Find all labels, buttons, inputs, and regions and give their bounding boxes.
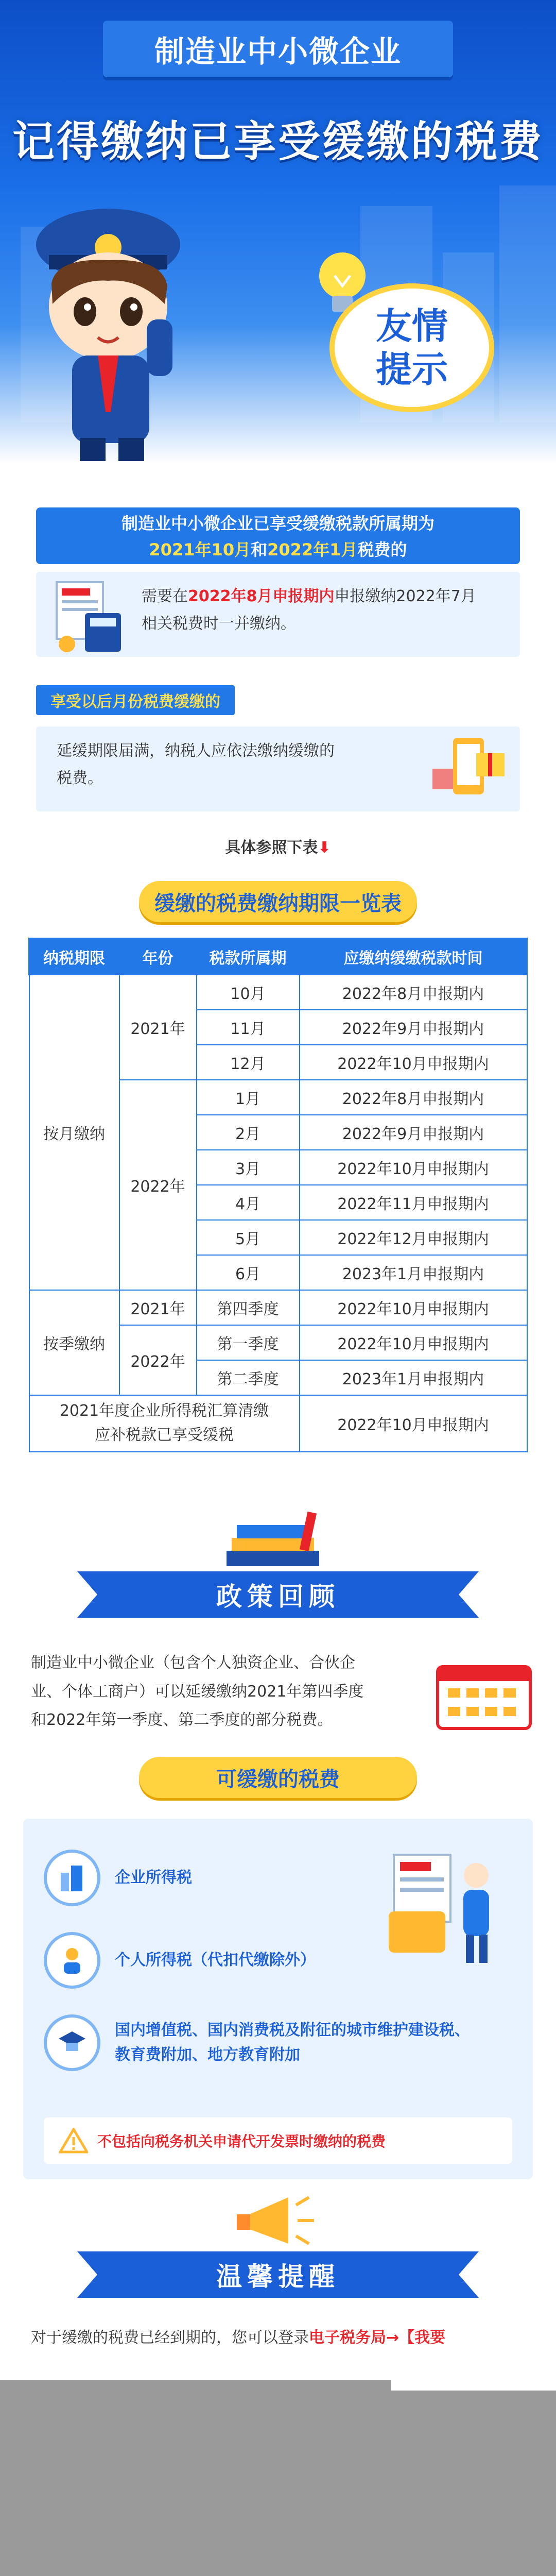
warning-icon [59,2128,88,2154]
vat-line-1: 国内增值税、国内消费税及附征的城市维护建设税、 [115,2021,470,2039]
intro-line-1: 制造业中小微企业已享受缓缴税款所属期为 [121,514,435,533]
annual-line-1: 2021年度企业所得税汇算清缴 [59,1402,269,1420]
table-title: 缓缴的税费缴纳期限一览表 [139,881,417,922]
tax-label-corporate: 企业所得税 [115,1869,192,1887]
card1-post: 申报缴纳2022年7月 [334,587,476,605]
quarterly-label: 按季缴纳 [29,1290,119,1395]
period-cell: 4月 [197,1185,300,1220]
table-row [29,975,527,1010]
time-cell: 2022年9月申报期内 [300,1115,527,1150]
tax-item-personal [44,1932,316,1989]
friendly-tip-bubble [335,289,489,407]
deferrable-panel [23,1819,533,2179]
gray-overlay [0,2391,556,2576]
card1-text [142,583,512,637]
tax-label-personal: 个人所得税（代扣代缴除外） [115,1951,316,1969]
table-row [29,1395,527,1452]
year-2022: 2022年 [119,1080,197,1290]
table-header-row [29,939,527,975]
card1-pre: 需要在 [142,587,188,605]
time-cell: 2022年9月申报期内 [300,1010,527,1045]
policy-line-3: 和2022年第一季度、第二季度的部分税费。 [31,1711,333,1729]
monthly-label: 按月缴纳 [29,975,119,1290]
policy-line-1: 制造业中小微企业（包含个人独资企业、合伙企 [31,1654,355,1672]
time-cell: 2023年1月申报期内 [300,1255,527,1290]
time-cell: 2023年1月申报期内 [300,1360,527,1395]
intro-line-2 [36,537,520,563]
vat-line-2: 教育费附加、地方教育附加 [115,2046,300,2064]
period-cell: 6月 [197,1255,300,1290]
card1-line-2: 相关税费时一并缴纳。 [142,614,296,633]
time-cell: 2022年10月申报期内 [300,1395,527,1452]
year-2021: 2021年 [119,975,197,1080]
period-cell: 10月 [197,975,300,1010]
year-2021: 2021年 [119,1290,197,1325]
see-table-note [0,835,556,857]
megaphone-icon [232,2190,324,2251]
time-cell: 2022年10月申报期内 [300,1325,527,1360]
table-header: 纳税期限 [29,939,119,975]
period-cell: 11月 [197,1010,300,1045]
period-a: 2021年10月 [149,540,251,560]
warning-text: 不包括向税务机关申请代开发票时缴纳的税费 [97,2133,386,2150]
deferrable-title: 可缓缴的税费 [139,1757,417,1798]
deferral-table [28,938,528,1452]
arrow-down-icon: ⬇ [318,839,331,857]
intro-and: 和 [251,540,268,560]
table-header: 应缴纳缓缴税款时间 [300,939,527,975]
time-cell: 2022年12月申报期内 [300,1220,527,1255]
time-cell: 2022年10月申报期内 [300,1045,527,1080]
period-cell: 12月 [197,1045,300,1080]
tax-label-vat [115,2018,470,2067]
period-cell: 1月 [197,1080,300,1115]
period-b: 2022年1月 [267,540,358,560]
reminder-title: 温馨提醒 [216,2262,340,2292]
policy-review-title: 政策回顾 [216,1582,340,1612]
policy-line-2: 业、个体工商户）可以延缓缴纳2021年第四季度 [31,1682,364,1701]
tax-document-person-icon [384,1844,507,1973]
tax-calculator-icon [44,577,131,654]
period-cell: 5月 [197,1220,300,1255]
intro-badge [36,507,520,564]
hero-title: 记得缴纳已享受缓缴的税费 [12,117,544,166]
tip-line-1: 友情 [376,305,448,347]
period-cell: 2月 [197,1115,300,1150]
tip-line-2: 提示 [376,348,448,391]
calendar-icon [432,1656,535,1734]
tax-officer-mascot-icon [21,196,206,464]
table-header: 年份 [119,939,197,975]
building-icon [44,1850,100,1906]
card1-line-1 [142,583,512,611]
time-cell: 2022年8月申报期内 [300,1080,527,1115]
intro-tail: 税费的 [357,540,407,560]
time-cell: 2022年8月申报期内 [300,975,527,1010]
tax-item-vat [44,2014,470,2071]
hero-subtitle: 制造业中小微企业 [103,21,453,77]
table-row [29,1290,527,1325]
person-icon [44,1932,100,1989]
graduation-icon [44,2014,100,2071]
annual-line-2: 应补税款已享受缓税 [95,1426,234,1444]
period-cell: 3月 [197,1150,300,1185]
year-2022: 2022年 [119,1325,197,1395]
e-tax-link[interactable]: 电子税务局→【我要 [309,2329,446,2347]
table-header: 税款所属期 [197,939,300,975]
card-expiry [36,726,520,811]
later-months-tag: 享受以后月份税费缓缴的 [36,685,235,715]
reminder-paragraph [31,2324,535,2352]
books-icon [216,1510,335,1571]
annual-cell [29,1395,300,1452]
hero-banner [0,0,556,464]
card2-text [57,738,427,792]
card1-highlight: 2022年8月申报期内 [188,587,335,605]
policy-review-ribbon [77,1566,479,1618]
card2-line-2: 税费。 [57,769,103,787]
reminder-ribbon [77,2246,479,2298]
period-cell: 第四季度 [197,1290,300,1325]
note-text: 具体参照下表 [225,839,318,857]
period-cell: 第二季度 [197,1360,300,1395]
gift-phone-icon [427,733,510,805]
reminder-pre: 对于缓缴的税费已经到期的，您可以登录 [31,2329,309,2347]
time-cell: 2022年10月申报期内 [300,1290,527,1325]
policy-paragraph [31,1649,422,1735]
time-cell: 2022年10月申报期内 [300,1150,527,1185]
card2-line-1: 延缓期限届满，纳税人应依法缴纳缓缴的 [57,742,335,760]
tax-item-corporate [44,1850,192,1906]
period-cell: 第一季度 [197,1325,300,1360]
warning-box [44,2117,512,2164]
time-cell: 2022年11月申报期内 [300,1185,527,1220]
card-deadline [36,572,520,657]
